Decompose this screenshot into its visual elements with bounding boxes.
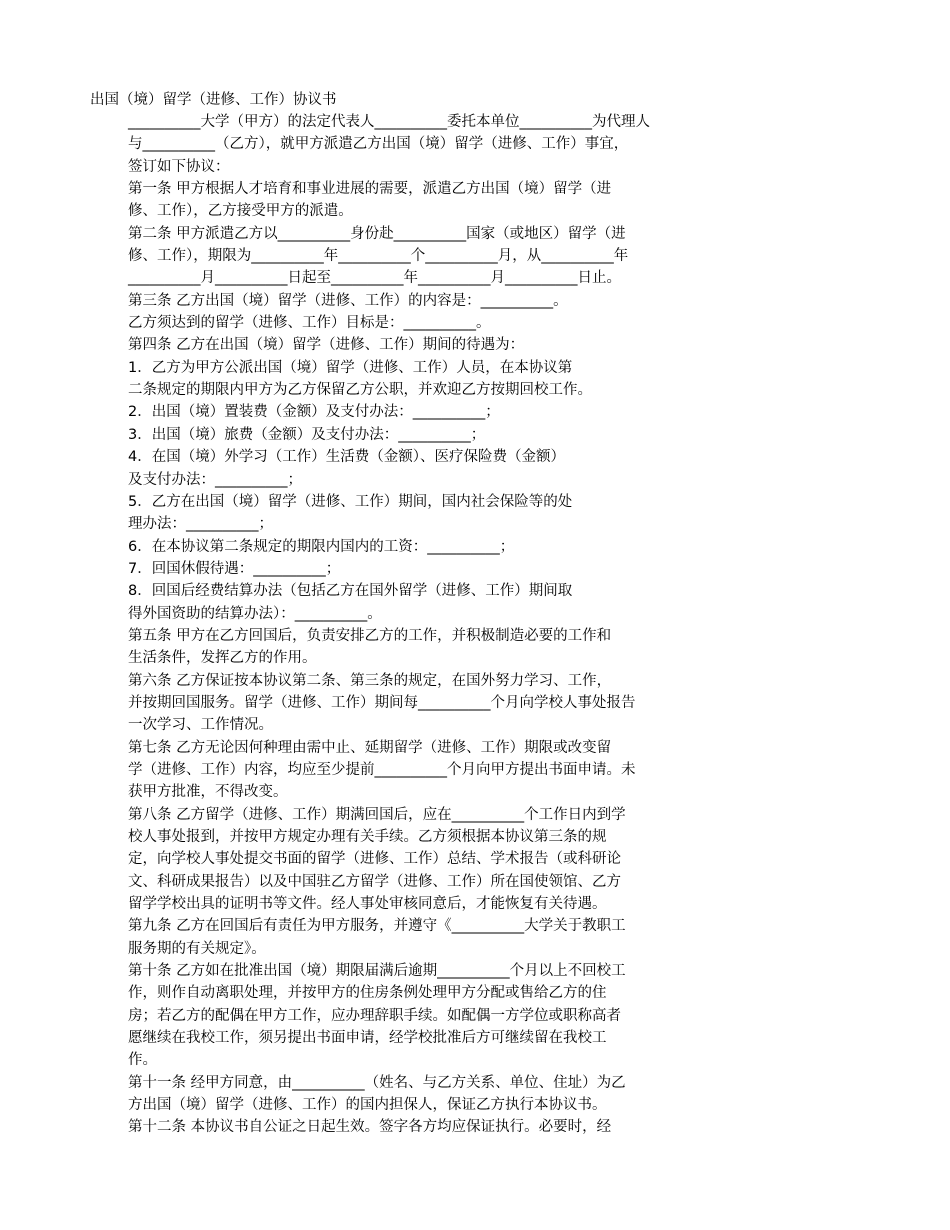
text-line: 7．回国休假待遇：__________； bbox=[128, 560, 341, 577]
text-line: 修、工作），期限为__________年__________个__________月，从__________年 bbox=[128, 248, 629, 265]
document-body bbox=[128, 111, 808, 1139]
text-line: 得外国资助的结算办法）：__________。 bbox=[128, 605, 382, 622]
text-line: 定，向学校人事处提交书面的留学（进修、工作）总结、学术报告（或科研论 bbox=[128, 851, 621, 868]
text-line: 第六条 乙方保证按本协议第二条、第三条的规定，在国外努力学习、工作， bbox=[128, 672, 612, 689]
text-line: 签订如下协议： bbox=[128, 158, 230, 175]
text-line: 二条规定的期限内甲方为乙方保留乙方公职，并欢迎乙方按期回校工作。 bbox=[128, 382, 592, 399]
text-line: 校人事处报到，并按甲方规定办理有关手续。乙方须根据本协议第三条的规 bbox=[128, 829, 607, 845]
text-line: 及支付办法：__________； bbox=[128, 471, 302, 488]
text-line: 第一条 甲方根据人才培育和事业进展的需要，派遣乙方出国（境）留学（进 bbox=[128, 181, 612, 198]
text-line: 2．出国（境）置装费（金额）及支付办法：__________； bbox=[128, 404, 500, 421]
text-line: 6．在本协议第二条规定的期限内国内的工资：__________； bbox=[128, 538, 515, 555]
text-line: 作。 bbox=[128, 1052, 157, 1069]
text-line: __________大学（甲方）的法定代表人__________委托本单位__________为代理人 bbox=[128, 114, 650, 130]
text-line: 第十二条 本协议书自公证之日起生效。签字各方均应保证执行。必要时，经 bbox=[128, 1119, 612, 1136]
text-line: 第四条 乙方在出国（境）留学（进修、工作）期间的待遇为： bbox=[128, 337, 525, 354]
text-line: 生活条件，发挥乙方的作用。 bbox=[128, 650, 317, 667]
text-line: 第十一条 经甲方同意，由__________（姓名、与乙方关系、单位、住址）为乙 bbox=[128, 1074, 626, 1091]
text-line: 学（进修、工作）内容，均应至少提前__________个月向甲方提出书面申请。未 bbox=[128, 761, 636, 778]
text-line: 修、工作），乙方接受甲方的派遣。 bbox=[128, 203, 353, 220]
text-line: 8．回国后经费结算办法（包括乙方在国外留学（进修、工作）期间取 bbox=[128, 583, 573, 600]
text-line: 第五条 甲方在乙方回国后，负责安排乙方的工作，并积极制造必要的工作和 bbox=[128, 627, 612, 644]
text-line: 房；若乙方的配偶在甲方工作，应办理辞职手续。如配偶一方学位或职称高者 bbox=[128, 1007, 621, 1024]
text-line: __________月__________日起至__________年__________月__________日止。 bbox=[128, 270, 621, 287]
text-line: 5．乙方在出国（境）留学（进修、工作）期间，国内社会保险等的处 bbox=[128, 493, 573, 510]
text-line: 第二条 甲方派遣乙方以__________身份赴__________国家（或地区）留学（进 bbox=[128, 225, 626, 242]
text-line: 并按期回国服务。留学（进修、工作）期间每__________个月向学校人事处报告 bbox=[128, 694, 636, 711]
text-line: 方出国（境）留学（进修、工作）的国内担保人，保证乙方执行本协议书。 bbox=[128, 1097, 607, 1114]
text-line: 服务期的有关规定》。 bbox=[128, 940, 266, 957]
text-line: 与__________（乙方），就甲方派遣乙方出国（境）留学（进修、工作）事宜， bbox=[128, 136, 629, 153]
text-line: 1．乙方为甲方公派出国（境）留学（进修、工作）人员，在本协议第 bbox=[128, 359, 573, 376]
text-line: 作，则作自动离职处理，并按甲方的住房条例处理甲方分配或售给乙方的住 bbox=[128, 985, 607, 1002]
text-line: 4．在国（境）外学习（工作）生活费（金额）、医疗保险费（金额） bbox=[128, 449, 565, 466]
text-line: 第七条 乙方无论因何种理由需中止、延期留学（进修、工作）期限或改变留 bbox=[128, 739, 612, 756]
text-line: 一次学习、工作情况。 bbox=[128, 717, 273, 734]
text-line: 文、科研成果报告）以及中国驻乙方留学（进修、工作）所在国使领馆、乙方 bbox=[128, 873, 621, 890]
text-line: 愿继续在我校工作，须另提出书面申请，经学校批准后方可继续留在我校工 bbox=[128, 1030, 607, 1047]
text-line: 理办法：__________； bbox=[128, 516, 273, 533]
text-line: 乙方须达到的留学（进修、工作）目标是：__________。 bbox=[128, 315, 491, 332]
text-line: 第十条 乙方如在批准出国（境）期限届满后逾期__________个月以上不回校工 bbox=[128, 963, 626, 980]
text-line: 3．出国（境）旅费（金额）及支付办法：__________； bbox=[128, 426, 486, 443]
text-line: 获甲方批准，不得改变。 bbox=[128, 784, 288, 801]
text-line: 第三条 乙方出国（境）留学（进修、工作）的内容是：__________。 bbox=[128, 292, 568, 309]
text-line: 第九条 乙方在回国后有责任为甲方服务，并遵守《__________大学关于教职工 bbox=[128, 918, 626, 935]
text-line: 留学学校出具的证明书等文件。经人事处审核同意后，才能恢复有关待遇。 bbox=[128, 896, 607, 913]
document-title: 出国（境）留学（进修、工作）协议书 bbox=[90, 92, 337, 108]
text-line: 第八条 乙方留学（进修、工作）期满回国后，应在__________个工作日内到学 bbox=[128, 806, 626, 823]
